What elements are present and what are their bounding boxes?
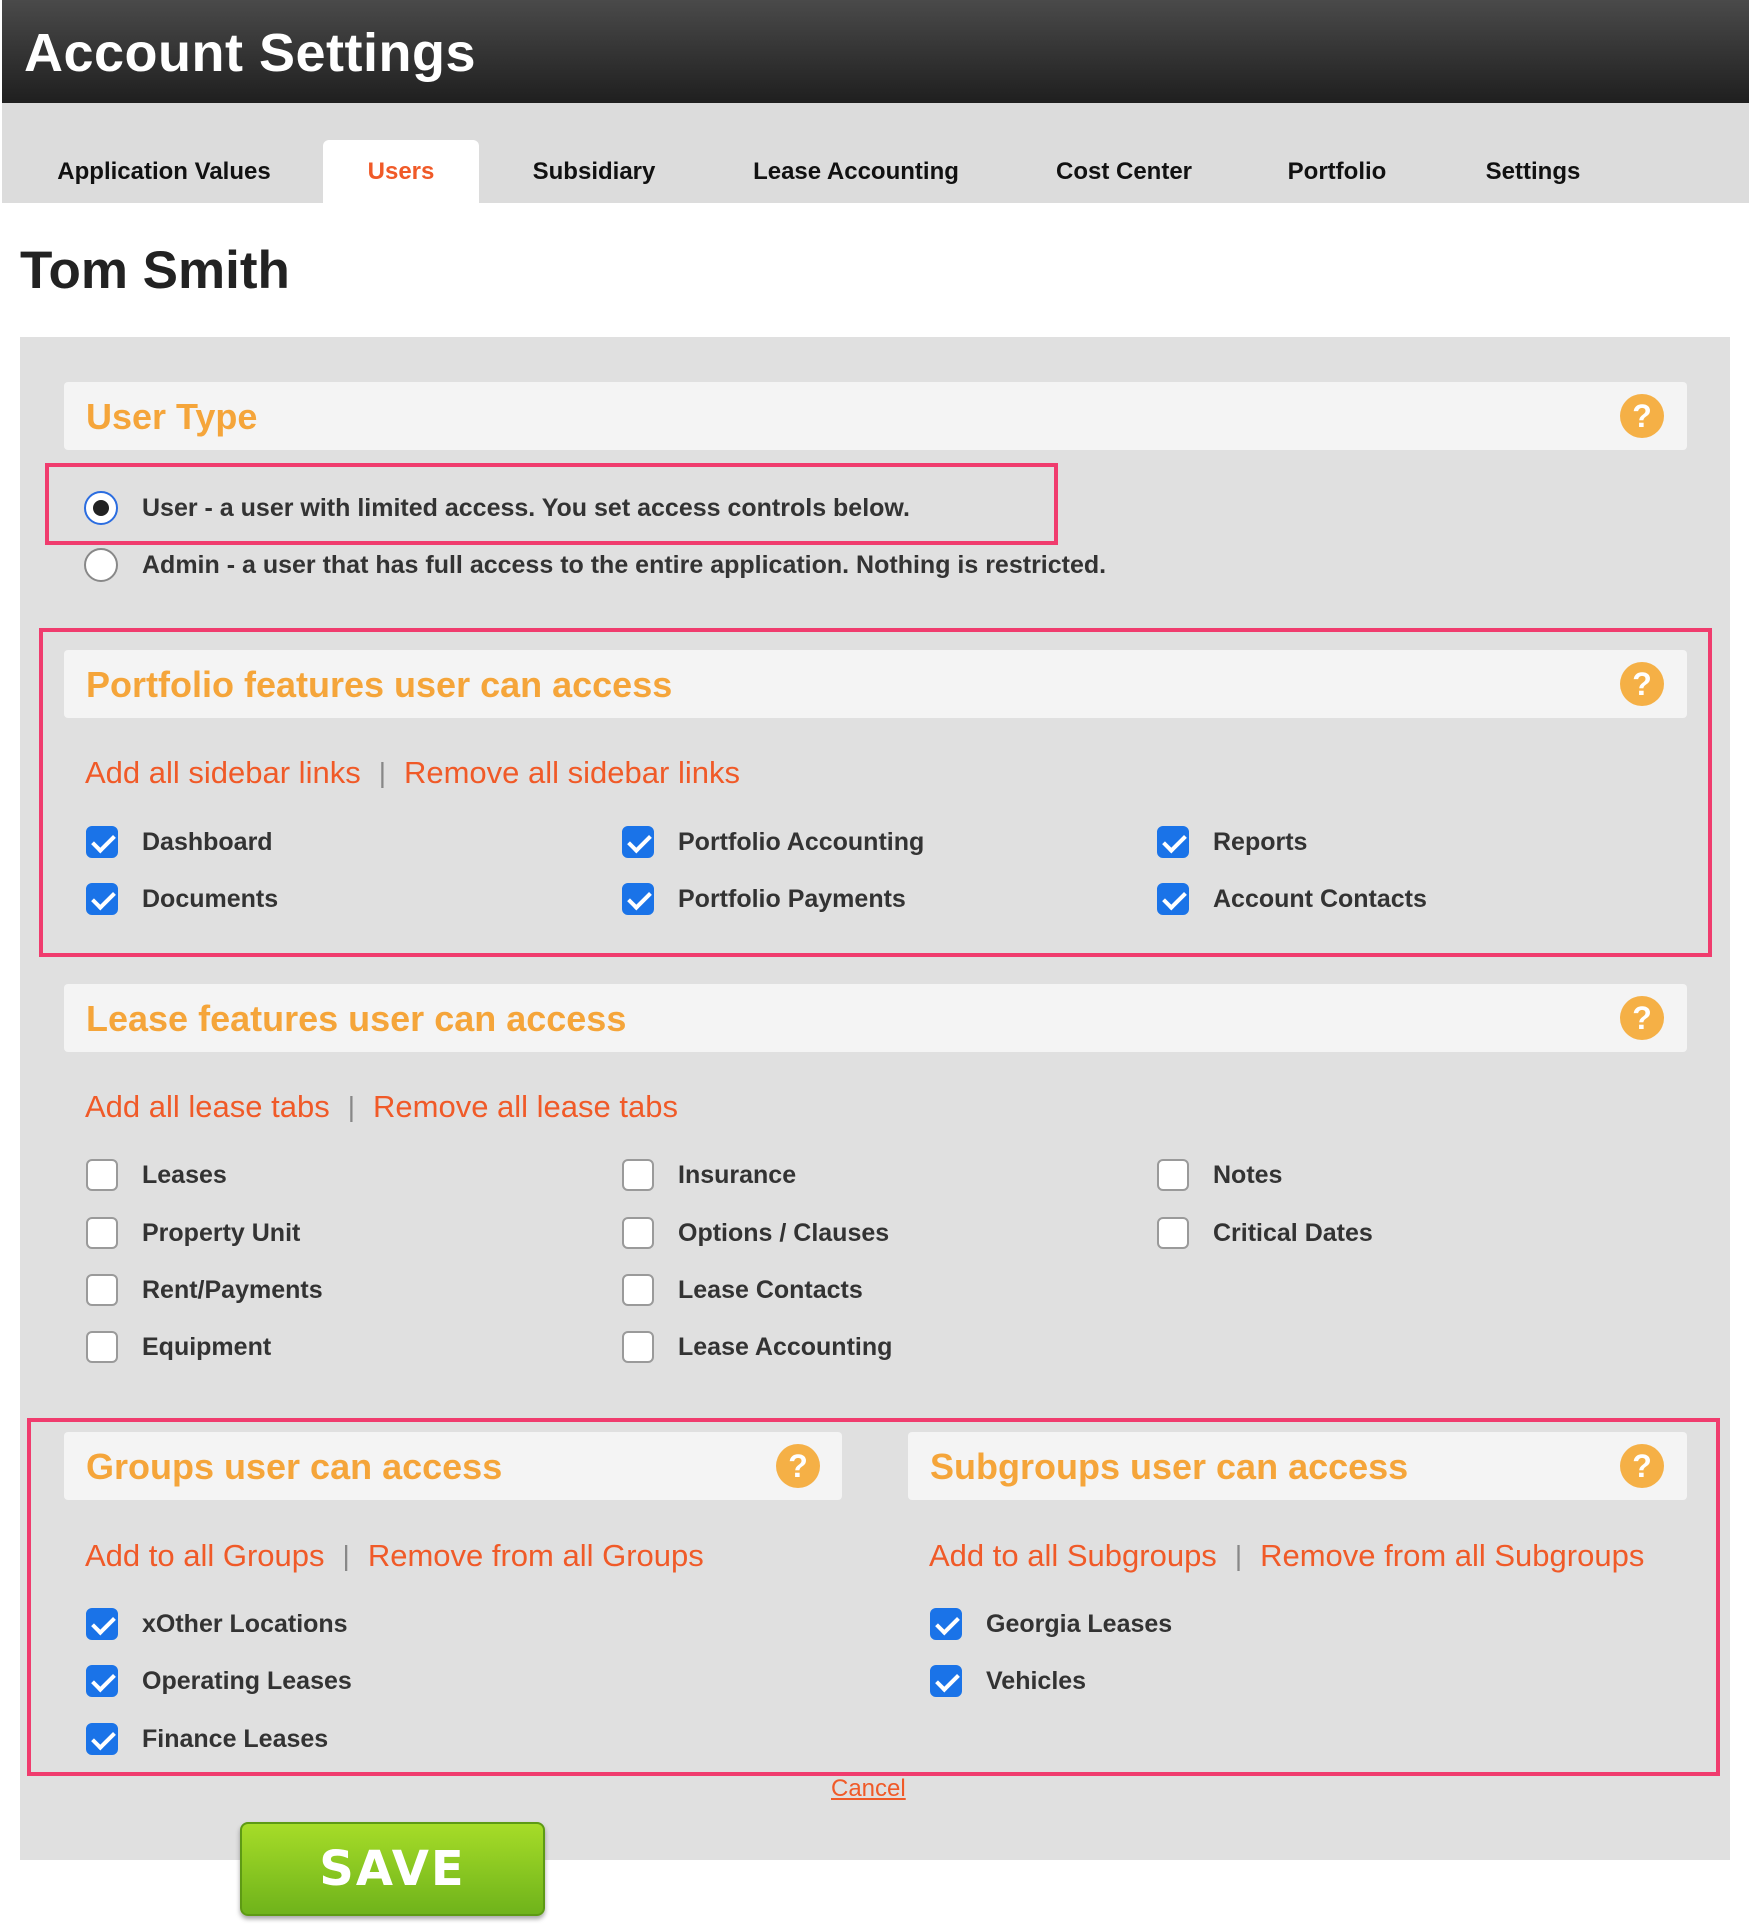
checkbox-item[interactable] — [622, 1213, 889, 1253]
portfolio-links — [85, 753, 740, 793]
checkbox-xother-locations[interactable] — [86, 1608, 118, 1640]
checkbox-item[interactable] — [86, 1327, 271, 1367]
groups-header — [64, 1432, 842, 1500]
checkbox-label: Portfolio Payments — [678, 884, 906, 913]
checkbox-leases[interactable] — [86, 1159, 118, 1191]
help-icon[interactable]: ? — [1620, 996, 1664, 1040]
checkbox-item[interactable] — [622, 1327, 892, 1367]
title-bar — [2, 0, 1749, 103]
checkbox-lease-accounting[interactable] — [622, 1331, 654, 1363]
link-separator: | — [342, 1540, 350, 1571]
tab-users[interactable]: Users — [323, 140, 479, 203]
checkbox-label: Portfolio Accounting — [678, 827, 925, 856]
help-icon[interactable]: ? — [1620, 1444, 1664, 1488]
checkbox-equipment[interactable] — [86, 1331, 118, 1363]
save-button[interactable]: SAVE — [240, 1822, 545, 1916]
link-separator: | — [1234, 1540, 1243, 1571]
cancel-link[interactable]: Cancel — [831, 1775, 906, 1802]
add-all-lease-tabs[interactable]: Add all lease tabs — [85, 1089, 330, 1124]
checkbox-account-contacts[interactable] — [1157, 883, 1189, 915]
tab-subsidiary[interactable]: Subsidiary — [532, 158, 656, 185]
lease-links — [85, 1087, 678, 1127]
lease-features-title: Lease features user can access — [86, 998, 627, 1039]
checkbox-lease-contacts[interactable] — [622, 1274, 654, 1306]
checkbox-dashboard[interactable] — [86, 826, 118, 858]
tab-application-values[interactable]: Application Values — [57, 158, 271, 185]
groups-links — [85, 1536, 704, 1576]
user-type-option-user[interactable] — [84, 488, 910, 528]
checkbox-item[interactable] — [1157, 822, 1307, 862]
checkbox-label: Rent/Payments — [142, 1275, 323, 1304]
link-separator: | — [378, 757, 386, 788]
checkbox-item[interactable] — [930, 1604, 1172, 1644]
radio-admin-label: Admin - a user that has full access to the entire application. Nothing is restricted. — [142, 550, 1107, 579]
checkbox-documents[interactable] — [86, 883, 118, 915]
help-icon[interactable]: ? — [776, 1444, 820, 1488]
remove-from-all-subgroups[interactable]: Remove from all Subgroups — [1260, 1538, 1645, 1573]
help-icon[interactable]: ? — [1620, 394, 1664, 438]
checkbox-critical-dates[interactable] — [1157, 1217, 1189, 1249]
checkbox-operating-leases[interactable] — [86, 1665, 118, 1697]
checkbox-label: Operating Leases — [142, 1666, 352, 1695]
tab-settings[interactable]: Settings — [1485, 158, 1581, 185]
checkbox-label: Options / Clauses — [678, 1218, 890, 1247]
checkbox-property-unit[interactable] — [86, 1217, 118, 1249]
checkbox-item[interactable] — [86, 1270, 323, 1310]
checkbox-label: Equipment — [142, 1332, 272, 1361]
user-type-title: User Type — [86, 396, 258, 437]
checkbox-label: Documents — [142, 884, 279, 913]
checkbox-portfolio-payments[interactable] — [622, 883, 654, 915]
add-to-all-groups[interactable]: Add to all Groups — [85, 1538, 325, 1573]
checkbox-item[interactable] — [86, 1604, 348, 1644]
radio-user[interactable] — [84, 491, 118, 525]
lease-features-header — [64, 984, 1687, 1052]
portfolio-features-title: Portfolio features user can access — [86, 664, 673, 705]
checkbox-item[interactable] — [622, 879, 906, 919]
checkbox-label: xOther Locations — [142, 1609, 348, 1638]
subgroups-title: Subgroups user can access — [930, 1446, 1409, 1487]
checkbox-options-clauses[interactable] — [622, 1217, 654, 1249]
radio-admin[interactable] — [84, 548, 118, 582]
checkbox-portfolio-accounting[interactable] — [622, 826, 654, 858]
subgroups-links — [929, 1536, 1644, 1576]
user-type-option-admin[interactable] — [84, 545, 1106, 585]
checkbox-item[interactable] — [86, 1661, 352, 1701]
help-icon[interactable]: ? — [1620, 662, 1664, 706]
checkbox-item[interactable] — [622, 822, 924, 862]
radio-user-label: User - a user with limited access. You set access controls below. — [142, 493, 910, 522]
checkbox-georgia-leases[interactable] — [930, 1608, 962, 1640]
subgroups-header — [908, 1432, 1687, 1500]
checkbox-item[interactable] — [86, 1155, 227, 1195]
tab-bar — [2, 103, 1749, 203]
add-to-all-subgroups[interactable]: Add to all Subgroups — [929, 1538, 1217, 1573]
checkbox-label: Notes — [1213, 1160, 1283, 1189]
checkbox-label: Insurance — [678, 1160, 797, 1189]
checkbox-vehicles[interactable] — [930, 1665, 962, 1697]
checkbox-label: Leases — [142, 1160, 227, 1189]
tab-lease-accounting[interactable]: Lease Accounting — [753, 158, 959, 185]
checkbox-item[interactable] — [930, 1661, 1086, 1701]
remove-all-sidebar-links[interactable]: Remove all sidebar links — [403, 755, 740, 790]
checkbox-reports[interactable] — [1157, 826, 1189, 858]
checkbox-label: Dashboard — [142, 827, 273, 856]
checkbox-item[interactable] — [622, 1270, 863, 1310]
checkbox-label: Account Contacts — [1213, 884, 1427, 913]
checkbox-label: Reports — [1213, 827, 1308, 856]
checkbox-label: Georgia Leases — [986, 1609, 1173, 1638]
checkbox-item[interactable] — [86, 1213, 300, 1253]
remove-all-lease-tabs[interactable]: Remove all lease tabs — [373, 1089, 678, 1124]
checkbox-item[interactable] — [1157, 1155, 1282, 1195]
user-name-heading: Tom Smith — [20, 241, 290, 300]
checkbox-finance-leases[interactable] — [86, 1723, 118, 1755]
portfolio-features-header — [64, 650, 1687, 718]
checkbox-notes[interactable] — [1157, 1159, 1189, 1191]
checkbox-item[interactable] — [1157, 1213, 1373, 1253]
user-type-header — [64, 382, 1687, 450]
checkbox-item[interactable] — [1157, 879, 1427, 919]
groups-title: Groups user can access — [86, 1446, 503, 1487]
checkbox-label: Property Unit — [142, 1218, 301, 1247]
link-separator: | — [347, 1091, 355, 1122]
checkbox-item[interactable] — [622, 1155, 796, 1195]
checkbox-rent-payments[interactable] — [86, 1274, 118, 1306]
add-all-sidebar-links[interactable]: Add all sidebar links — [85, 755, 361, 790]
checkbox-label: Vehicles — [986, 1666, 1087, 1695]
tab-cost-center[interactable]: Cost Center — [1055, 158, 1193, 185]
checkbox-item[interactable] — [86, 822, 273, 862]
checkbox-insurance[interactable] — [622, 1159, 654, 1191]
checkbox-item[interactable] — [86, 879, 278, 919]
tab-portfolio[interactable]: Portfolio — [1287, 158, 1387, 185]
remove-from-all-groups[interactable]: Remove from all Groups — [367, 1538, 704, 1573]
checkbox-label: Critical Dates — [1213, 1218, 1373, 1247]
checkbox-item[interactable] — [86, 1719, 328, 1759]
checkbox-label: Finance Leases — [142, 1724, 329, 1753]
checkbox-label: Lease Contacts — [678, 1275, 863, 1304]
checkbox-label: Lease Accounting — [678, 1332, 893, 1361]
page-title: Account Settings — [24, 23, 477, 83]
